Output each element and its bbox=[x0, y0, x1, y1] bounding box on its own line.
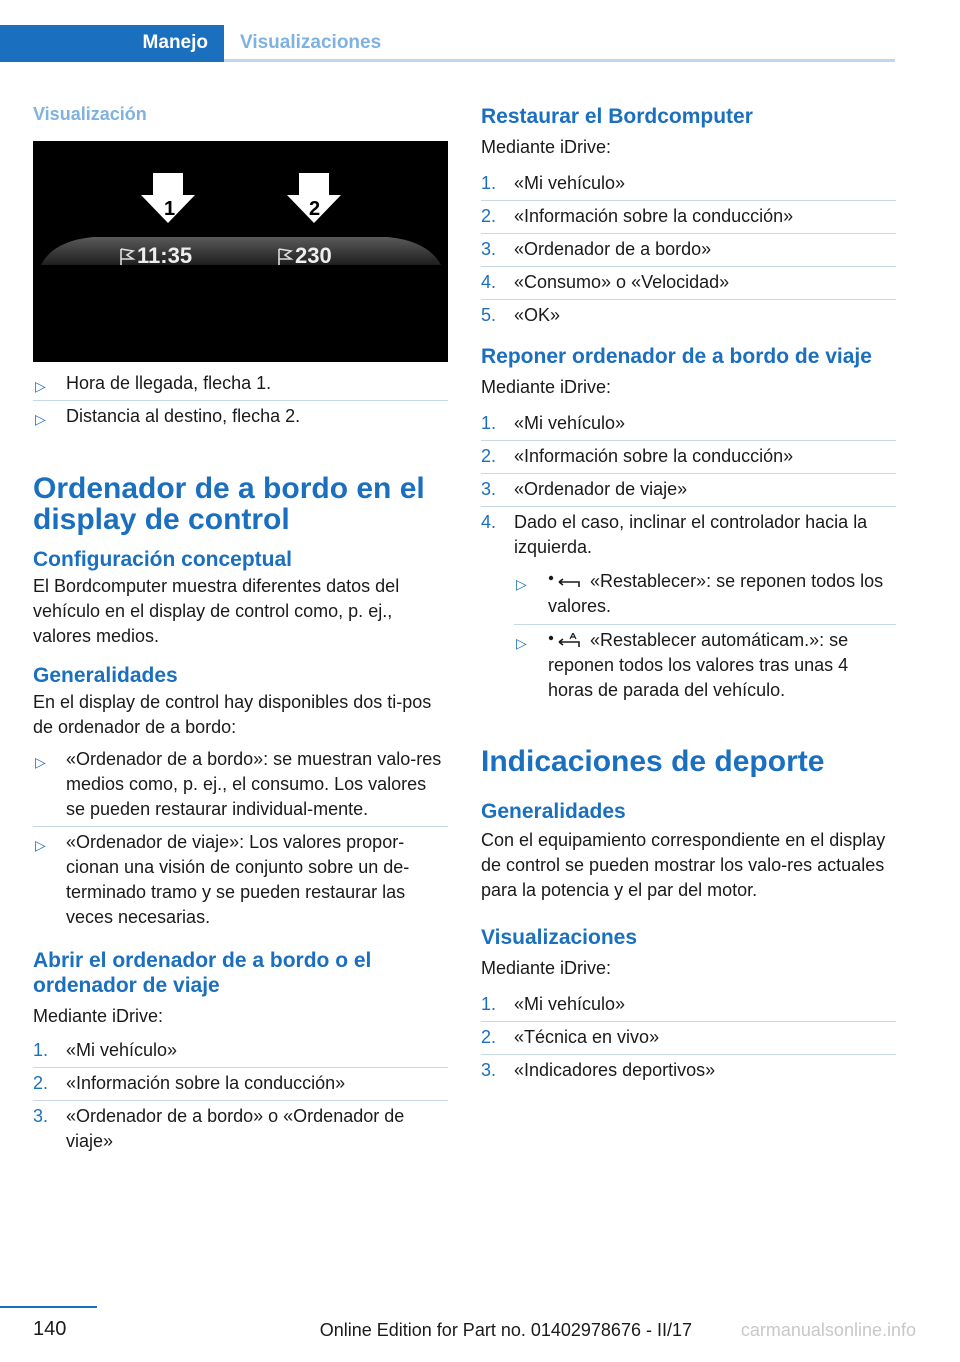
list-item: 2. «Información sobre la conducción» bbox=[33, 1068, 448, 1101]
display-illustration bbox=[33, 141, 448, 362]
paragraph: Mediante iDrive: bbox=[481, 958, 612, 978]
figure-caption: Visualización bbox=[33, 104, 147, 124]
arrow-label-1: 1 bbox=[164, 198, 176, 220]
tab-visualizaciones[interactable]: Visualizaciones bbox=[240, 32, 382, 53]
steps-list bbox=[481, 989, 896, 1087]
steps-list bbox=[33, 1035, 448, 1158]
paragraph: Con el equipamiento correspondiente en el display de control se pueden mostrar los valo-res actuales para la potencia y el par del motor. bbox=[481, 830, 886, 900]
paragraph: Mediante iDrive: bbox=[481, 137, 612, 157]
list-item: 3. «Indicadores deportivos» bbox=[481, 1060, 716, 1080]
subsection-title: Restaurar el Bordcomputer bbox=[481, 105, 753, 128]
list-item: 2. «Información sobre la conducción» bbox=[481, 201, 896, 234]
watermark: carmanualsonline.info bbox=[740, 1320, 916, 1340]
paragraph: Mediante iDrive: bbox=[33, 1006, 164, 1026]
left-column bbox=[33, 100, 448, 1158]
triangle-bullet-icon: ▷ bbox=[516, 635, 527, 651]
auto-reset-icon bbox=[548, 633, 582, 649]
subsection-title: Configuración conceptual bbox=[33, 548, 293, 571]
paragraph: El Bordcomputer muestra diferentes datos del vehículo en el display de control como, p. ej., valores medios. bbox=[33, 576, 400, 646]
subsection-title: Abrir el ordenador de a bordo o el ordenador de viaje bbox=[33, 949, 372, 997]
footer-rule bbox=[0, 1306, 97, 1308]
list-item: 1. «Mi vehículo» bbox=[481, 168, 896, 201]
triangle-bullet-icon: ▷ bbox=[35, 754, 46, 770]
list-item: 2. «Técnica en vivo» bbox=[481, 1022, 896, 1055]
list-item: 3. «Ordenador de a bordo» bbox=[481, 234, 896, 267]
subsection-title: Generalidades bbox=[481, 800, 626, 823]
arrival-time: 11:35 bbox=[137, 243, 193, 268]
list-item: 3. «Ordenador de viaje» bbox=[481, 474, 896, 507]
list-item: 3. «Ordenador de a bordo» o «Ordenador de viaje» bbox=[33, 1106, 405, 1151]
right-column bbox=[481, 100, 896, 1087]
subsection-title: Visualizaciones bbox=[481, 926, 638, 949]
list-item: 2. «Información sobre la conducción» bbox=[481, 441, 896, 474]
paragraph: En el display de control hay disponibles dos ti-pos de ordenador de a bordo: bbox=[33, 692, 432, 737]
section-title-ordenador: Ordenador de a bordo en el display de control bbox=[33, 472, 425, 536]
list-item: 5. «OK» bbox=[481, 305, 561, 325]
steps-list bbox=[481, 408, 896, 712]
list-item: 4. «Consumo» o «Velocidad» bbox=[481, 267, 896, 300]
steps-list bbox=[481, 168, 896, 332]
triangle-bullet-icon: ▷ bbox=[35, 378, 46, 394]
sub-bullet-list bbox=[514, 566, 896, 708]
figure-legend bbox=[33, 368, 448, 433]
page-number: 140 bbox=[33, 1318, 67, 1340]
list-item: 4. Dado el caso, inclinar el controlador hacia la izquierda. ▷ «Restablecer»: se reponen todos los valores. ▷ «Restablecer automáticam.»: se reponen todos los valores tras unas 4 horas de parada del vehículo. bbox=[481, 507, 896, 712]
list-item: ▷ Distancia al destino, flecha 2. bbox=[33, 401, 448, 433]
triangle-bullet-icon: ▷ bbox=[516, 576, 527, 592]
list-item: ▷ Hora de llegada, flecha 1. bbox=[33, 368, 448, 401]
display-figure bbox=[33, 141, 448, 362]
reset-icon bbox=[548, 575, 582, 589]
tab-manejo[interactable]: Manejo bbox=[0, 25, 224, 61]
list-item: ▷ «Restablecer»: se reponen todos los valores. bbox=[514, 566, 896, 625]
triangle-bullet-icon: ▷ bbox=[35, 411, 46, 427]
triangle-bullet-icon: ▷ bbox=[35, 837, 46, 853]
list-item: 1. «Mi vehículo» bbox=[33, 1035, 448, 1068]
list-item: ▷ «Restablecer automáticam.»: se reponen todos los valores tras unas 4 horas de parada del vehículo. bbox=[516, 630, 849, 700]
list-item: ▷ «Ordenador de a bordo»: se muestran valo-res medios como, p. ej., el consumo. Los valores se pueden restaurar individual-mente. bbox=[33, 744, 448, 827]
subsection-title: Reponer ordenador de a bordo de viaje bbox=[481, 345, 872, 368]
bullet-list bbox=[33, 744, 448, 934]
remaining-distance: 230 bbox=[295, 243, 332, 268]
list-item: ▷ «Ordenador de viaje»: Los valores propor-cionan una visión de conjunto sobre un de-terminado tramo y se pueden restaurar las veces necesarias. bbox=[35, 832, 410, 927]
header-rule-light bbox=[224, 59, 895, 62]
edition-note: Online Edition for Part no. 01402978676 - II/17 bbox=[319, 1320, 692, 1340]
arrow-label-2: 2 bbox=[309, 198, 321, 220]
list-item: 1. «Mi vehículo» bbox=[481, 989, 896, 1022]
paragraph: Mediante iDrive: bbox=[481, 377, 612, 397]
list-item: 1. «Mi vehículo» bbox=[481, 408, 896, 441]
subsection-title: Generalidades bbox=[33, 664, 178, 687]
section-title-deporte: Indicaciones de deporte bbox=[481, 745, 825, 778]
